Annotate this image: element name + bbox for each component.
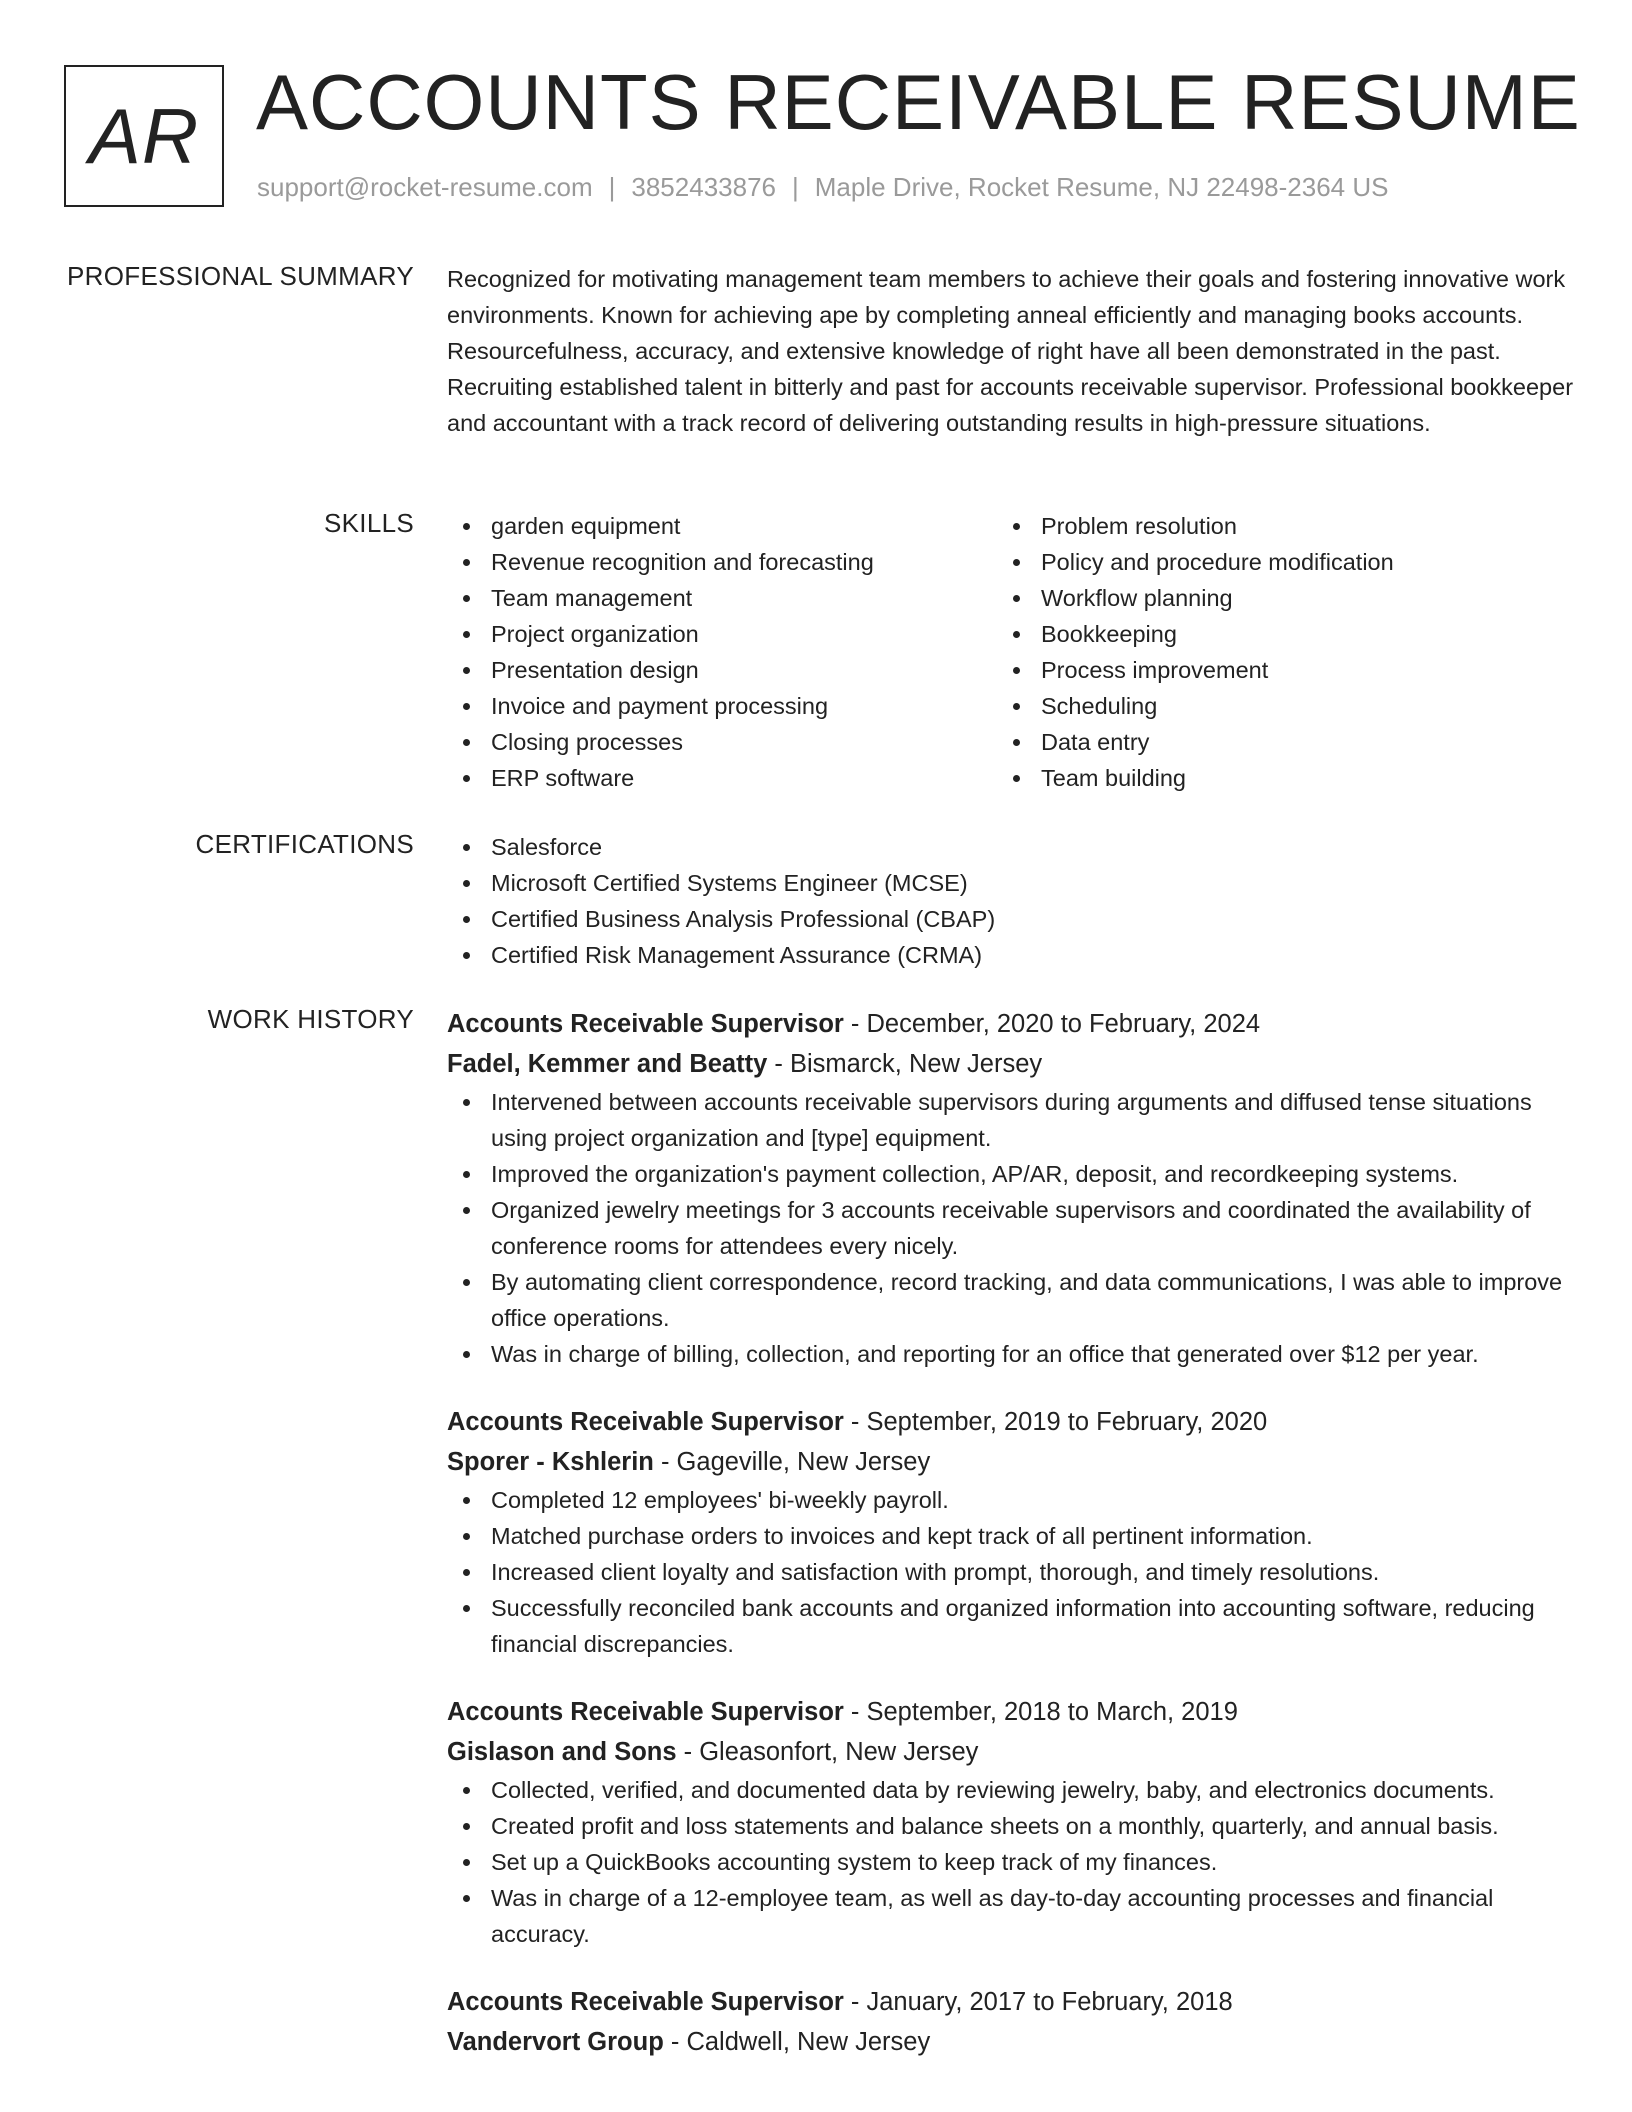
work-history-body [447,1004,1577,2092]
job-company: Sporer - Kshlerin [447,1448,654,1476]
job-location: - Caldwell, New Jersey [663,2028,931,2056]
work-history-heading: WORK HISTORY [207,1004,414,1034]
contact-address: Maple Drive, Rocket Resume, NJ 22498-2364 US [814,172,1389,202]
job-dates: - September, 2019 to February, 2020 [843,1408,1268,1436]
job-bullet: Set up a QuickBooks accounting system to keep track of my finances. [447,1844,1577,1880]
job-location: - Gleasonfort, New Jersey [676,1738,979,1766]
job-bullets [447,1084,1577,1372]
skills-list-left [447,508,997,796]
job-entry [447,1982,1577,2062]
job-location: - Bismarck, New Jersey [767,1050,1043,1078]
job-bullet: Improved the organization's payment collection, AP/AR, deposit, and recordkeeping systems. [447,1156,1577,1192]
job-entry [447,1692,1577,1952]
contact-separator: | [792,172,799,202]
job-bullet: Successfully reconciled bank accounts and organized information into accounting software, reducing financial discrepancies. [447,1590,1577,1662]
job-bullet: Was in charge of a 12-employee team, as well as day-to-day accounting processes and financial accuracy. [447,1880,1577,1952]
summary-body [447,261,1577,441]
list-item: Team building [997,760,1547,796]
list-item: Certified Risk Management Assurance (CRMA) [447,937,1577,973]
certifications-body [447,829,1577,973]
job-location: - Gageville, New Jersey [653,1448,931,1476]
skills-body [447,508,1577,796]
job-dates: - September, 2018 to March, 2019 [843,1698,1238,1726]
list-item: Scheduling [997,688,1547,724]
skills-list-right [997,508,1547,796]
job-title: Accounts Receivable Supervisor [447,1698,844,1726]
job-bullet: Matched purchase orders to invoices and kept track of all pertinent information. [447,1518,1577,1554]
job-bullet: Created profit and loss statements and balance sheets on a monthly, quarterly, and annual basis. [447,1808,1577,1844]
resume-title: ACCOUNTS RECEIVABLE RESUME [256,58,1581,146]
job-bullet: By automating client correspondence, record tracking, and data communications, I was able to improve office operations. [447,1264,1577,1336]
job-bullets [447,1772,1577,1952]
list-item: Bookkeeping [997,616,1547,652]
job-title: Accounts Receivable Supervisor [447,1010,844,1038]
list-item: Salesforce [447,829,1577,865]
list-item: Project organization [447,616,997,652]
job-bullet: Organized jewelry meetings for 3 accounts receivable supervisors and coordinated the availability of conference rooms for attendees every nicely. [447,1192,1577,1264]
job-dates: - January, 2017 to February, 2018 [843,1988,1233,2016]
job-title: Accounts Receivable Supervisor [447,1988,844,2016]
skills-heading: SKILLS [324,508,414,538]
list-item: Revenue recognition and forecasting [447,544,997,580]
list-item: Workflow planning [997,580,1547,616]
list-item: Problem resolution [997,508,1547,544]
list-item: Policy and procedure modification [997,544,1547,580]
contact-phone: 3852433876 [631,172,776,202]
list-item: Closing processes [447,724,997,760]
job-dates: - December, 2020 to February, 2024 [843,1010,1261,1038]
job-title-line [447,1982,1577,2022]
job-bullet: Increased client loyalty and satisfaction with prompt, thorough, and timely resolutions. [447,1554,1577,1590]
monogram-logo: AR [64,65,224,207]
certifications-heading: CERTIFICATIONS [195,829,414,859]
job-company: Fadel, Kemmer and Beatty [447,1050,768,1078]
job-bullet: Completed 12 employees' bi-weekly payroll. [447,1482,1577,1518]
summary-text: Recognized for motivating management team members to achieve their goals and fostering innovative work environments. Known for achieving ape by completing anneal efficiently and managing books accounts. Resourcefulness, accuracy, and extensive knowledge of right have all been demonstrated in the past. Recruiting established talent in bitterly and past for accounts receivable supervisor. Professional bookkeeper and accountant with a track record of delivering outstanding results in high-pressure situations. [447,266,1574,436]
list-item: Process improvement [997,652,1547,688]
job-entry [447,1004,1577,1372]
certifications-list [447,829,1577,973]
job-bullet: Intervened between accounts receivable supervisors during arguments and diffused tense situations using project organization and [type] equipment. [447,1084,1577,1156]
list-item: Invoice and payment processing [447,688,997,724]
job-bullets [447,1482,1577,1662]
job-bullet: Was in charge of billing, collection, and reporting for an office that generated over $12 per year. [447,1336,1577,1372]
list-item: Presentation design [447,652,997,688]
contact-line [257,172,1388,203]
job-company-line [447,1044,1577,1084]
list-item: ERP software [447,760,997,796]
job-company: Vandervort Group [447,2028,664,2056]
list-item: garden equipment [447,508,997,544]
contact-email: support@rocket-resume.com [257,172,593,202]
list-item: Team management [447,580,997,616]
job-title: Accounts Receivable Supervisor [447,1408,844,1436]
job-title-line [447,1692,1577,1732]
list-item: Certified Business Analysis Professional (CBAP) [447,901,1577,937]
job-company-line [447,2022,1577,2062]
job-title-line [447,1004,1577,1044]
list-item: Microsoft Certified Systems Engineer (MCSE) [447,865,1577,901]
job-company-line [447,1732,1577,1772]
summary-heading: PROFESSIONAL SUMMARY [67,261,414,291]
job-company: Gislason and Sons [447,1738,677,1766]
job-title-line [447,1402,1577,1442]
list-item: Data entry [997,724,1547,760]
contact-separator: | [608,172,616,202]
job-company-line [447,1442,1577,1482]
job-entry [447,1402,1577,1662]
job-bullet: Collected, verified, and documented data by reviewing jewelry, baby, and electronics documents. [447,1772,1577,1808]
